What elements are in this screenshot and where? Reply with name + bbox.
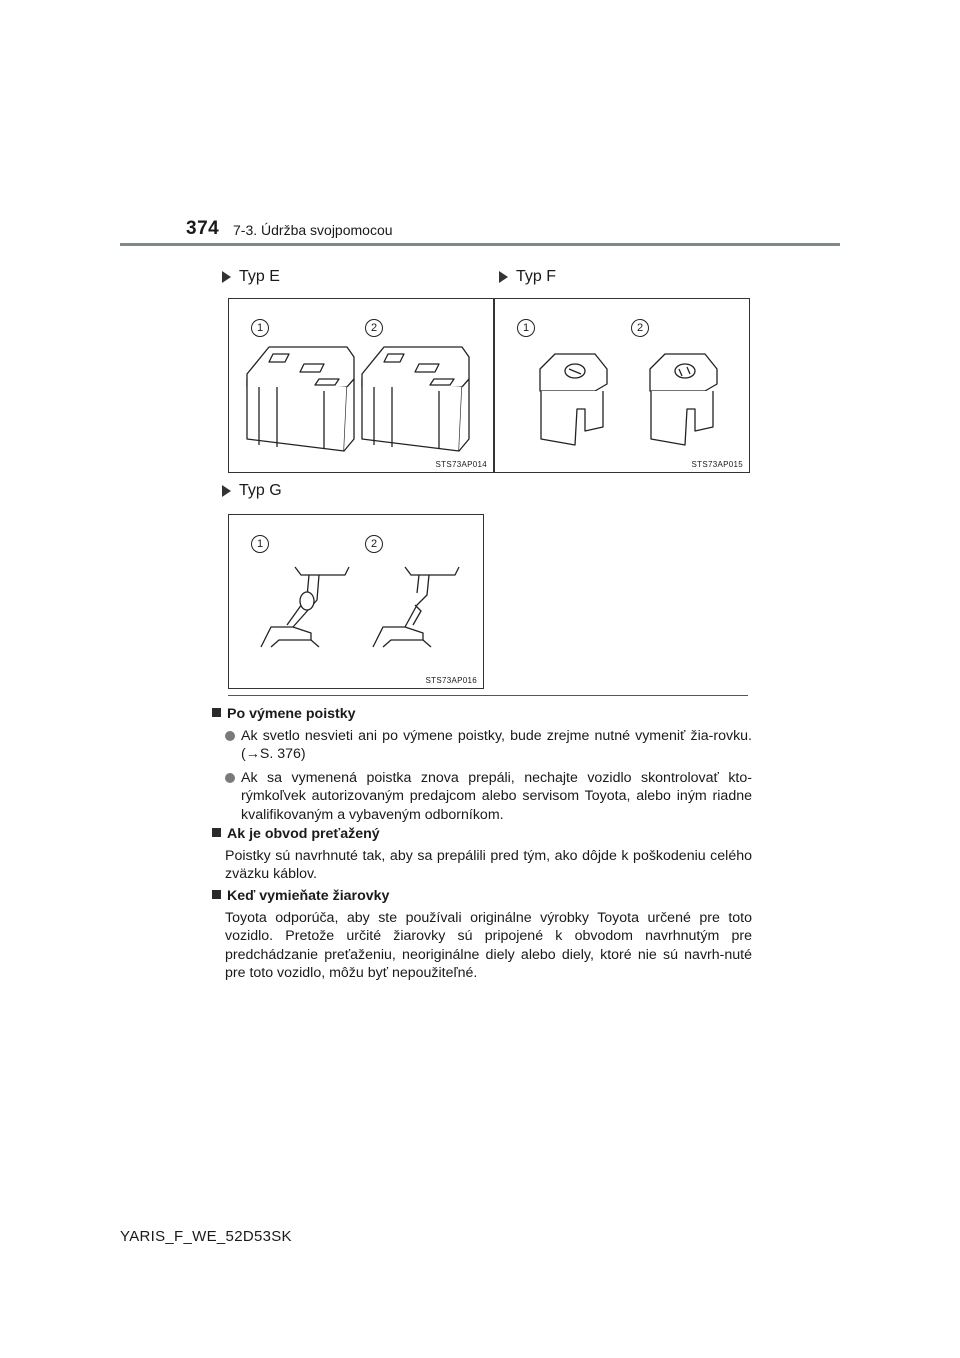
footer-document-code: YARIS_F_WE_52D53SK [120, 1228, 292, 1245]
list-item-text: Ak svetlo nesvieti ani po výmene poistky, bude zrejme nutné vymeniť žia-rovku. (→S. 376) [241, 727, 752, 762]
callout-2: 2 [365, 535, 383, 553]
section-replacing-bulbs [212, 887, 752, 983]
type-e-label-text: Typ E [239, 268, 280, 285]
figure-code: STS73AP014 [435, 460, 487, 469]
section-heading [212, 825, 752, 844]
callout-2: 2 [365, 319, 383, 337]
page-number: 374 [186, 218, 220, 239]
type-g-label [222, 482, 282, 500]
section-paragraph: Poistky sú navrhnuté tak, aby sa prepálili pred tým, ako dôjde k poškodeniu celého zväzku káblov. [225, 847, 752, 882]
section-after-fuse-replacement [212, 705, 752, 824]
list-item [212, 769, 752, 825]
section-title: 7-3. Údržba svojpomocou [233, 222, 393, 238]
round-bullet-icon [225, 731, 235, 741]
section-heading-text: Po výmene poistky [227, 706, 356, 722]
type-e-label [222, 268, 280, 286]
triangle-marker-icon [222, 485, 231, 497]
callout-2: 2 [631, 319, 649, 337]
callout-1: 1 [517, 319, 535, 337]
type-f-label [499, 268, 556, 286]
round-bullet-icon [225, 773, 235, 783]
list-item-text: Ak sa vymenená poistka znova prepáli, nechajte vozidlo skontrolovať kto-rýmkoľvek autorizovaným predajcom alebo servisom Toyota, alebo iným riadne kvalifikovaným a vybaveným odborníkom. [241, 769, 752, 823]
list-item [212, 727, 752, 764]
figure-code: STS73AP016 [425, 676, 477, 685]
square-bullet-icon [212, 890, 221, 899]
section-circuit-overloaded [212, 825, 752, 884]
square-bullet-icon [212, 708, 221, 717]
header-divider [120, 243, 840, 246]
content-divider [228, 695, 748, 696]
section-heading [212, 705, 752, 724]
section-heading-text: Ak je obvod preťažený [227, 826, 380, 842]
triangle-marker-icon [222, 271, 231, 283]
section-paragraph: Toyota odporúča, aby ste používali originálne výrobky Toyota určené pre toto vozidlo. Pretože určité žiarovky sú pripojené k obvodom navrhnutým pre predchádzanie preťaženiu, neoriginálne diely alebo diely, ktoré nie sú navrh-nuté pre toto vozidlo, môžu byť nepoužiteľné. [225, 909, 752, 981]
figure-type-f [494, 298, 750, 473]
figure-code: STS73AP015 [691, 460, 743, 469]
callout-1: 1 [251, 535, 269, 553]
callout-1: 1 [251, 319, 269, 337]
section-heading-text: Keď vymieňate žiarovky [227, 888, 390, 904]
triangle-marker-icon [499, 271, 508, 283]
type-g-label-text: Typ G [239, 482, 282, 499]
fuse-type-e-illustration [229, 299, 495, 474]
type-f-label-text: Typ F [516, 268, 557, 285]
figure-type-g [228, 514, 484, 689]
figure-type-e [228, 298, 494, 473]
square-bullet-icon [212, 828, 221, 837]
section-heading [212, 887, 752, 906]
